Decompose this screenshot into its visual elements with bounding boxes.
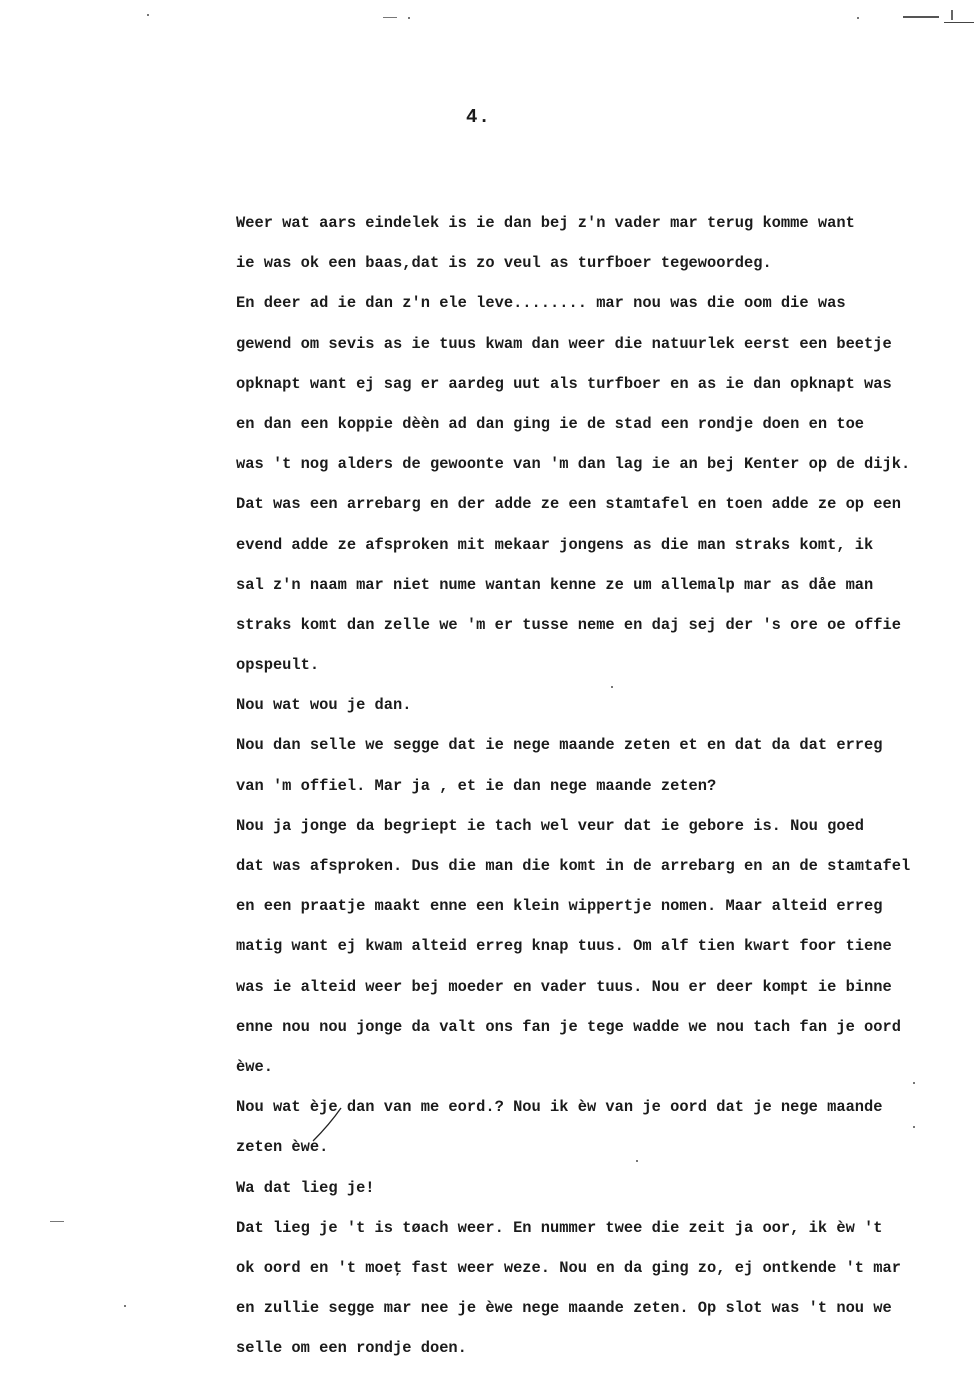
- text-line: van 'm offiel. Mar ja , et ie dan nege maande zeten?: [236, 776, 717, 795]
- text-line: gewend om sevis as ie tuus kwam dan weer die natuurlek eerst een beetje: [236, 334, 892, 353]
- scan-speck: [944, 22, 974, 23]
- scan-speck: [383, 17, 397, 18]
- text-line: Dat was een arrebarg en der adde ze een stamtafel en toen adde ze op een: [236, 495, 901, 514]
- text-line: En deer ad ie dan z'n ele leve........ mar nou was die oom die was: [236, 294, 846, 313]
- text-line: was 't nog alders de gewoonte van 'm dan lag ie an bej Kenter op de dijk.: [236, 455, 911, 474]
- text-line: opknapt want ej sag er aardeg uut als turfboer en as ie dan opknapt was: [236, 374, 892, 393]
- text-line: ie was ok een baas,dat is zo veul as turfboer tegewoordeg.: [236, 254, 772, 273]
- text-line: dat was afsproken. Dus die man die komt in de arrebarg en an de stamtafel: [236, 857, 911, 875]
- text-line: opspeult.: [236, 656, 320, 675]
- text-line: Nou ja jonge da begriept ie tach wel veur dat ie gebore is. Nou goed: [236, 816, 865, 835]
- scan-speck: [147, 14, 149, 16]
- text-line: Nou wat wou je dan.: [236, 696, 412, 715]
- scan-speck: [408, 17, 410, 19]
- text-line: enne nou nou jonge da valt ons fan je tege wadde we nou tach fan je oord: [236, 1017, 901, 1036]
- scan-speck: [50, 1221, 64, 1222]
- text-line: evend adde ze afsproken mit mekaar jongens as die man straks komt, ik: [236, 535, 874, 554]
- text-line: Nou dan selle we segge dat ie nege maande zeten et en dat da dat erreg: [236, 736, 883, 755]
- scan-speck: [951, 10, 953, 20]
- text-line: was ie alteid weer bej moeder en vader tuus. Nou er deer kompt ie binne: [236, 977, 892, 996]
- text-line: straks komt dan zelle we 'm er tusse neme en daj sej der 's ore oe offie: [236, 615, 901, 634]
- text-line: Nou wat èje dan van me eord.? Nou ik èw van je oord dat je nege maande: [236, 1098, 883, 1117]
- text-line: selle om een rondje doen.: [236, 1339, 467, 1358]
- text-line: Wa dat lieg je!: [236, 1178, 375, 1197]
- scan-speck: [124, 1305, 126, 1307]
- text-line: en een praatje maakt enne een klein wippertje nomen. Maar alteid erreg: [236, 897, 883, 916]
- text-line: en dan een koppie dèèn ad dan ging ie de stad een rondje doen en toe: [236, 414, 865, 433]
- scan-speck: [903, 16, 939, 18]
- page-number: 4.: [466, 106, 491, 128]
- typed-text-body: [236, 203, 974, 1368]
- text-line: en zullie segge mar nee je èwe nege maande zeten. Op slot was 't nou we: [236, 1299, 892, 1318]
- text-line: Weer wat aars eindelek is ie dan bej z'n vader mar terug komme want: [236, 214, 855, 232]
- text-line: Dat lieg je 't is tøach weer. En nummer twee die zeit ja oor, ik èw 't: [236, 1218, 883, 1237]
- scan-speck: [857, 17, 859, 19]
- text-line: zeten èwe.: [236, 1138, 329, 1157]
- text-line: èwe.: [236, 1057, 273, 1076]
- text-line: sal z'n naam mar niet nume wantan kenne ze um allemalp mar as dåe man: [236, 575, 874, 594]
- text-line: ok oord en 't moeţ fast weer weze. Nou en da ging zo, ej ontkende 't mar: [236, 1258, 901, 1277]
- text-line: matig want ej kwam alteid erreg knap tuus. Om alf tien kwart foor tiene: [236, 937, 892, 956]
